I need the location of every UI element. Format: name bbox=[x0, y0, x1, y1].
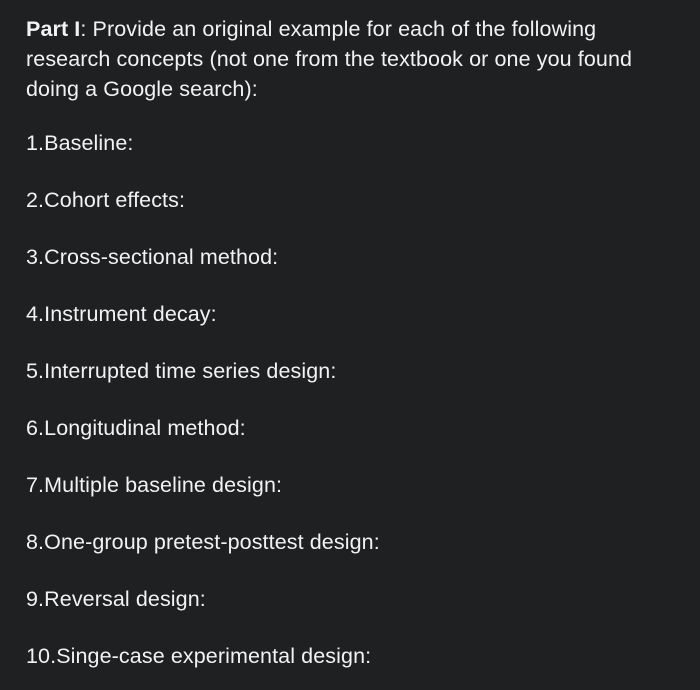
list-item-reversal-design: 9.Reversal design: bbox=[26, 587, 206, 611]
list-item-baseline: 1.Baseline: bbox=[26, 131, 134, 155]
list-item-cross-sectional-method: 3.Cross-sectional method: bbox=[26, 245, 279, 269]
list-item-longitudinal-method: 6.Longitudinal method: bbox=[26, 416, 246, 440]
instructions-text: : Provide an original example for each of the following research concepts (not one from the textbook or one you found doing a Google search): bbox=[26, 17, 633, 101]
list-item-one-group-pretest-posttest-design: 8.One-group pretest-posttest design: bbox=[26, 530, 380, 554]
list-item-single-case-experimental-design: 10.Singe-case experimental design: bbox=[26, 644, 372, 668]
concept-list bbox=[26, 128, 680, 671]
list-item-cohort-effects: 2.Cohort effects: bbox=[26, 188, 186, 212]
list-item-multiple-baseline-design: 7.Multiple baseline design: bbox=[26, 473, 283, 497]
part-label: Part I bbox=[26, 17, 81, 41]
instructions-paragraph bbox=[26, 14, 680, 104]
list-item-instrument-decay: 4.Instrument decay: bbox=[26, 302, 217, 326]
list-item-interrupted-time-series-design: 5.Interrupted time series design: bbox=[26, 359, 337, 383]
